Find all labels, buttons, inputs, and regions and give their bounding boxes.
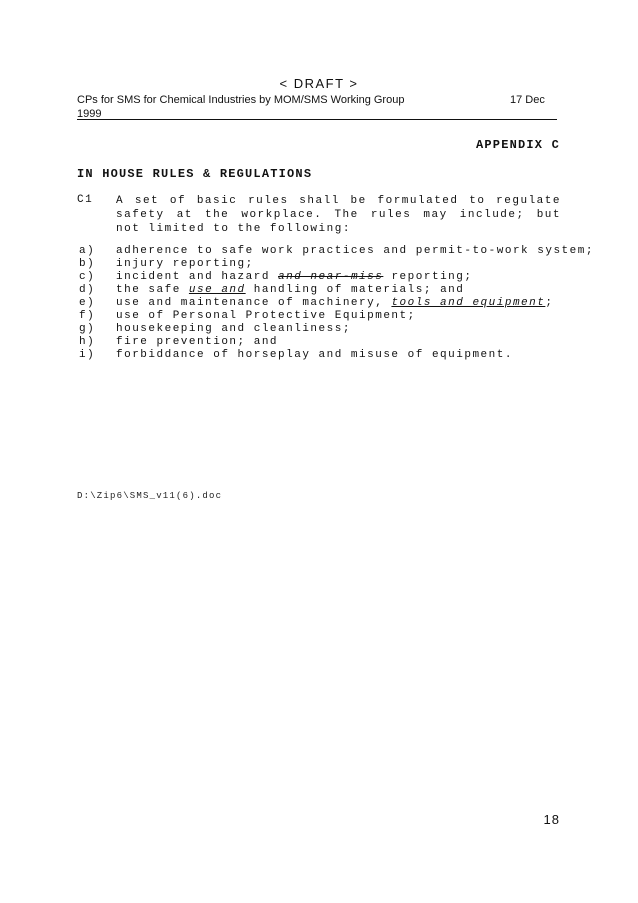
running-header xyxy=(77,93,457,121)
page-number: 18 xyxy=(543,812,560,827)
list-item xyxy=(77,349,594,362)
inserted-text: use and xyxy=(188,284,246,296)
list-item xyxy=(77,271,594,284)
item-text-tail: handling of materials; and xyxy=(245,284,465,296)
appendix-label: APPENDIX C xyxy=(475,138,560,152)
list-item xyxy=(77,245,594,258)
item-text: injury reporting; xyxy=(116,258,254,270)
item-text-tail: ; xyxy=(545,297,554,309)
item-text-tail: reporting; xyxy=(383,271,473,283)
item-label: d) xyxy=(79,284,96,296)
item-text: forbiddance of horseplay and misuse of equipment. xyxy=(116,349,513,361)
item-label: a) xyxy=(79,245,96,257)
item-label: g) xyxy=(79,323,96,335)
item-label: c) xyxy=(79,271,96,283)
section-title: IN HOUSE RULES & REGULATIONS xyxy=(77,167,313,181)
clause-text: A set of basic rules shall be formulated to regulate safety at the workplace. The rules may include; but not limited to the following: xyxy=(116,195,561,235)
item-label: e) xyxy=(79,297,96,309)
header-date: 17 Dec xyxy=(510,94,545,106)
item-text: the safe xyxy=(116,284,189,296)
file-path: D:\Zip6\SMS_v11(6).doc xyxy=(77,491,223,501)
list-item xyxy=(77,297,594,310)
list-item xyxy=(77,336,594,349)
item-text: fire prevention; and xyxy=(116,336,279,348)
item-text: adherence to safe work practices and permit-to-work system; xyxy=(116,245,594,257)
header-title-line1: CPs for SMS for Chemical Industries by MOM/SMS Working Group xyxy=(77,94,405,106)
item-label: f) xyxy=(79,310,96,322)
item-label: i) xyxy=(79,349,96,361)
item-text: use of Personal Protective Equipment; xyxy=(116,310,416,322)
item-text: incident and hazard xyxy=(116,271,279,283)
list-item xyxy=(77,323,594,336)
item-label: b) xyxy=(79,258,96,270)
inserted-text: tools and equipment xyxy=(391,297,546,309)
item-text: use and maintenance of machinery, xyxy=(116,297,392,309)
clause-number: C1 xyxy=(77,194,94,206)
item-label: h) xyxy=(79,336,96,348)
header-title-line2: 1999 xyxy=(77,108,102,120)
list-item xyxy=(77,258,594,271)
item-text: housekeeping and cleanliness; xyxy=(116,323,351,335)
rules-list xyxy=(77,245,594,362)
header-divider xyxy=(77,119,557,120)
draft-marker: < DRAFT > xyxy=(279,76,359,91)
list-item xyxy=(77,284,594,297)
deleted-text: and near-miss xyxy=(278,271,384,283)
list-item xyxy=(77,310,594,323)
